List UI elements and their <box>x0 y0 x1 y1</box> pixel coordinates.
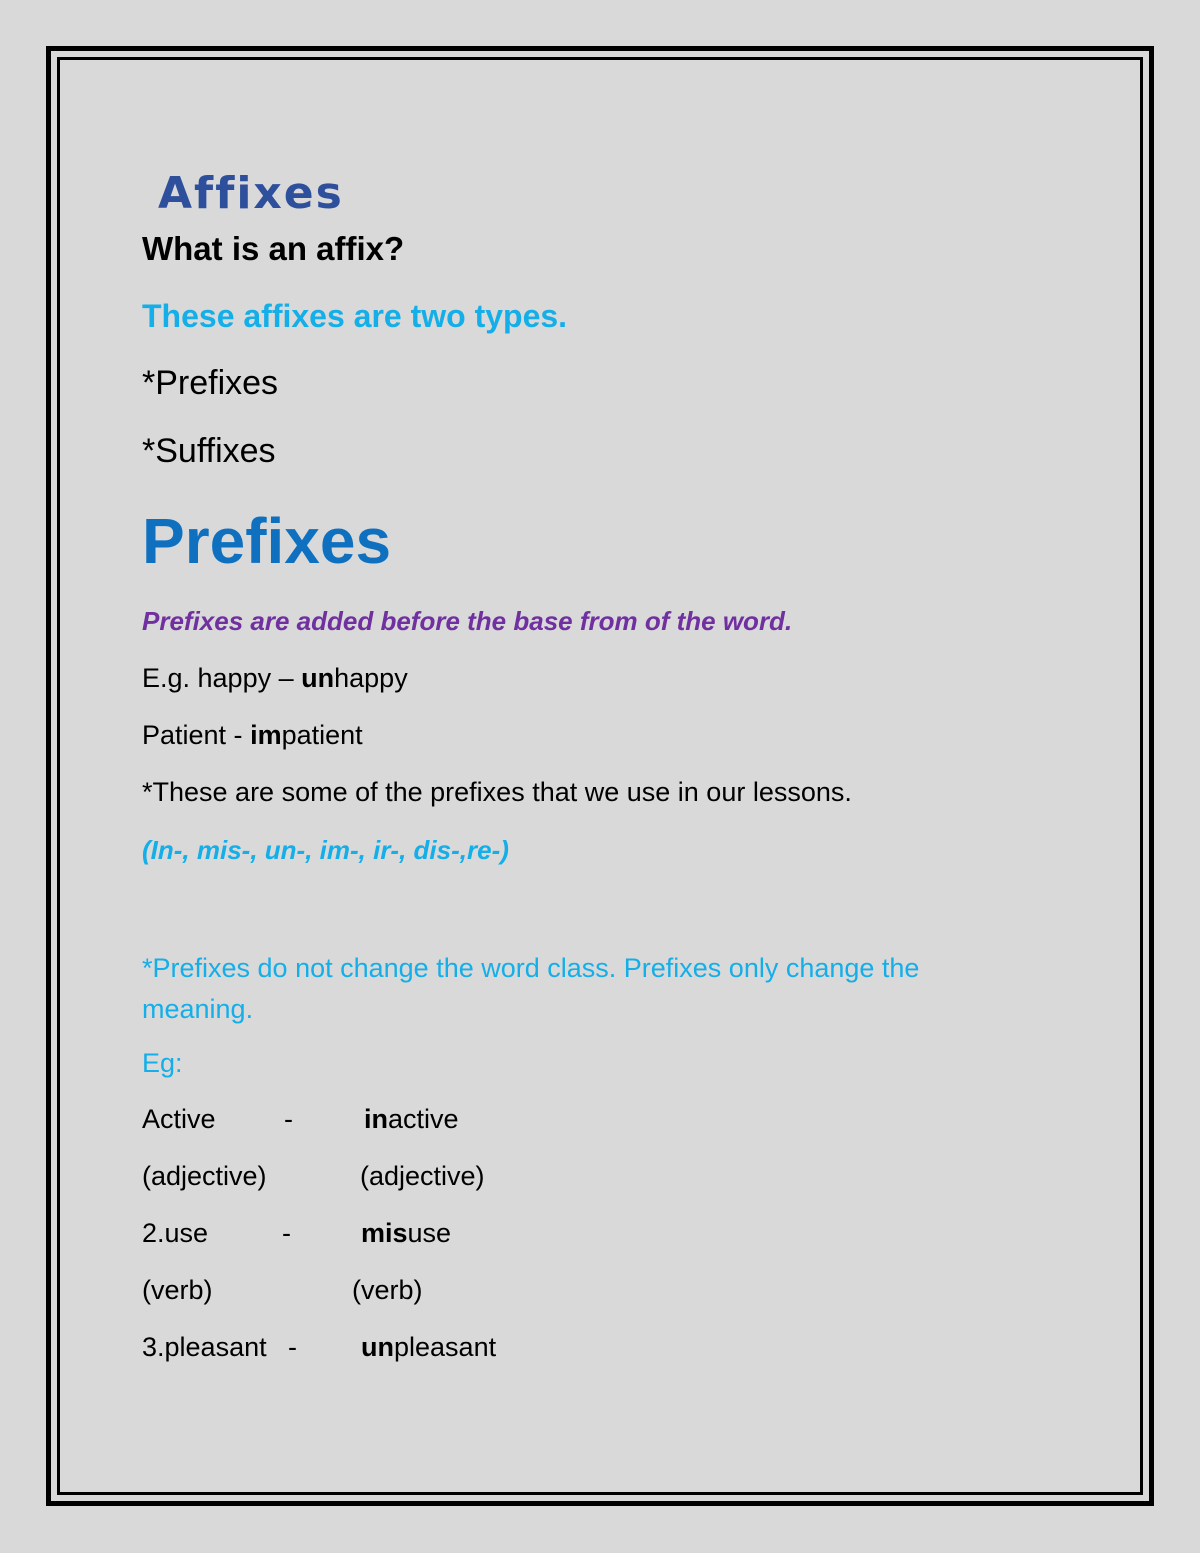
pair-prefix: in <box>364 1104 388 1134</box>
pair-derived <box>361 1332 496 1363</box>
pair-word: 3.pleasant <box>142 1332 267 1362</box>
example-prefix: un <box>301 663 335 693</box>
example-rest: patient <box>281 720 363 750</box>
class-right: (verb) <box>352 1275 423 1305</box>
question-heading: What is an affix? <box>142 230 405 267</box>
pair-rest: use <box>407 1218 452 1248</box>
example-base: Patient - <box>142 720 251 750</box>
pair-dash: - <box>288 1332 297 1362</box>
prefix-list: (In-, mis-, un-, im-, ir-, dis-,re-) <box>142 835 509 865</box>
pair-dash: - <box>282 1218 291 1248</box>
note-text: *Prefixes do not change the word class. Prefixes only change the meaning. <box>142 953 920 1024</box>
pair-derived <box>361 1218 451 1249</box>
type-item-suffixes: *Suffixes <box>142 432 276 470</box>
pair-row <box>142 1104 459 1135</box>
eg-label: Eg: <box>142 1048 183 1078</box>
example-prefix: im <box>250 720 282 750</box>
pair-word: Active <box>142 1104 216 1134</box>
definition-text: Prefixes are added before the base from of the word. <box>142 606 793 636</box>
pair-derived <box>364 1104 459 1135</box>
pair-prefix: un <box>361 1332 394 1362</box>
example-base: E.g. happy – <box>142 663 302 693</box>
pair-row <box>142 1218 452 1249</box>
types-line: These affixes are two types. <box>142 298 568 334</box>
class-row <box>142 1275 423 1306</box>
example-line-2 <box>142 720 363 751</box>
pair-prefix: mis <box>361 1218 408 1248</box>
class-row <box>142 1161 485 1192</box>
some-prefixes-line: *These are some of the prefixes that we use in our lessons. <box>142 777 852 807</box>
pair-row <box>142 1332 497 1363</box>
section-heading: Prefixes <box>142 505 392 577</box>
page-title: Affixes <box>158 168 344 219</box>
pair-rest: pleasant <box>394 1332 497 1362</box>
example-rest: happy <box>334 663 408 693</box>
pair-dash: - <box>284 1104 293 1134</box>
class-right: (adjective) <box>360 1161 485 1191</box>
class-left: (verb) <box>142 1275 213 1305</box>
page-border-inner <box>57 57 1143 1495</box>
pair-rest: active <box>388 1104 459 1134</box>
class-left: (adjective) <box>142 1161 267 1191</box>
pair-word: 2.use <box>142 1218 209 1248</box>
example-line-1 <box>142 663 408 694</box>
type-item-prefixes: *Prefixes <box>142 364 279 402</box>
